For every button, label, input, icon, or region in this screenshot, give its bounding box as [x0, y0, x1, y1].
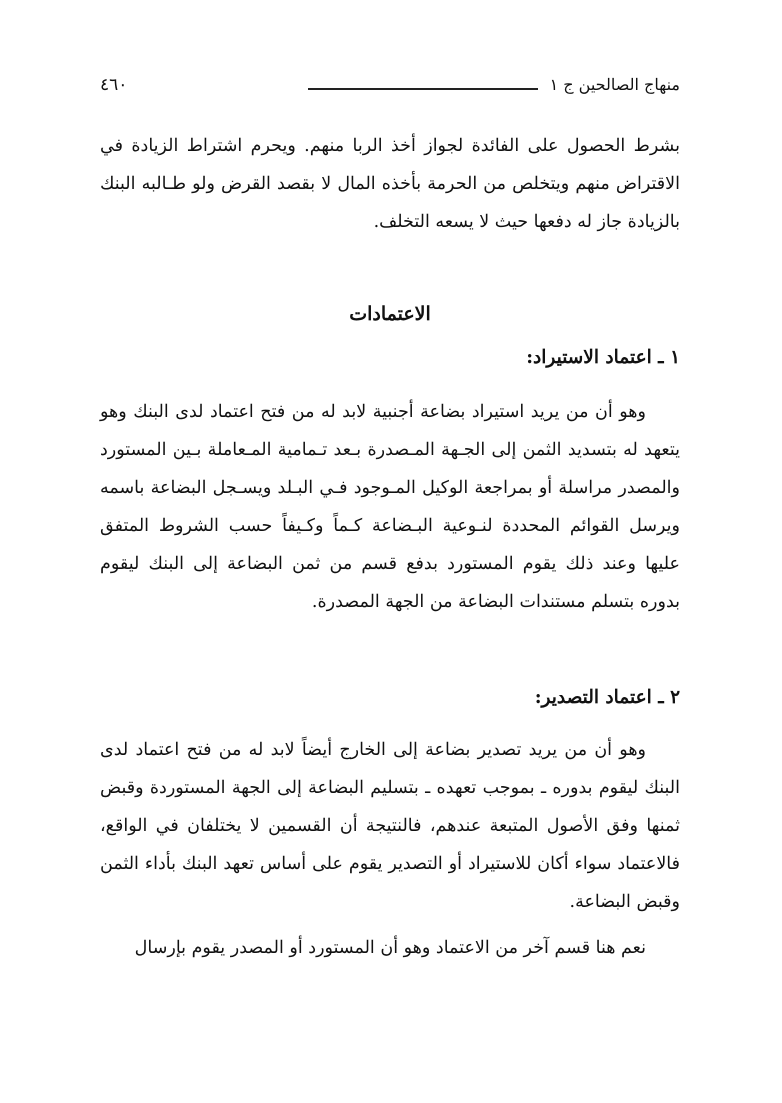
page-number: ٤٦٠: [100, 75, 128, 95]
import-heading: ١ ـ اعتماد الاستيراد:: [526, 347, 680, 368]
intro-paragraph: بشرط الحصول على الفائدة لجواز أخذ الربا منهم. ويحرم اشتراط الزيادة في الاقتراض منهم ويتخلص من الحرمة بأخذه المال لا بقصد القرض ولو طـالبه البنك بالزيادة جاز له دفعها حيث لا يسعه التخلف.: [100, 136, 680, 232]
section-title: الاعتمادات: [349, 303, 431, 325]
import-paragraph: وهو أن من يريد استيراد بضاعة أجنبية لابد له من فتح اعتماد لدى البنك وهو يتعهد له بتسديد الثمن إلى الجـهة المـصدرة بـعد تـمامية المـعاملة بـين المستورد والمصدر مراسلة أو بمراجعة الوكيل المـوجود فـي البـلد ويسـجل البضاعة باسمه ويرسل القوائم المحددة لنـوعية البـضاعة كـماً وكـيفاً حسب الشروط المتفق عليها وعند ذلك يقوم المستورد بدفع قسم من ثمن البضاعة إلى البنك ليقوم بدوره بتسلم مستندات البضاعة من الجهة المصدرة.: [100, 402, 680, 612]
export-paragraph: وهو أن من يريد تصدير بضاعة إلى الخارج أيضاً لابد له من فتح اعتماد لدى البنك ليقوم بدوره ـ بموجب تعهده ـ بتسليم البضاعة إلى الجهة المستوردة وقبض ثمنها وفق الأصول المتبعة عندهم، فالنتيجة أن القسمين لا يختلفان في الواقع، فالاعتماد سواء أكان للاستيراد أو التصدير يقوم على أساس تعهد البنك بأداء الثمن وقبض البضاعة.: [100, 740, 680, 912]
export-heading: ٢ ـ اعتماد التصدير:: [534, 687, 680, 708]
page-header: [100, 70, 680, 100]
header-rule: [308, 88, 538, 90]
running-title-group: [308, 75, 680, 95]
running-title: منهاج الصالحين ج ١: [549, 75, 680, 94]
closing-paragraph: نعم هنا قسم آخر من الاعتماد وهو أن المستورد أو المصدر يقوم بإرسال: [134, 938, 646, 958]
